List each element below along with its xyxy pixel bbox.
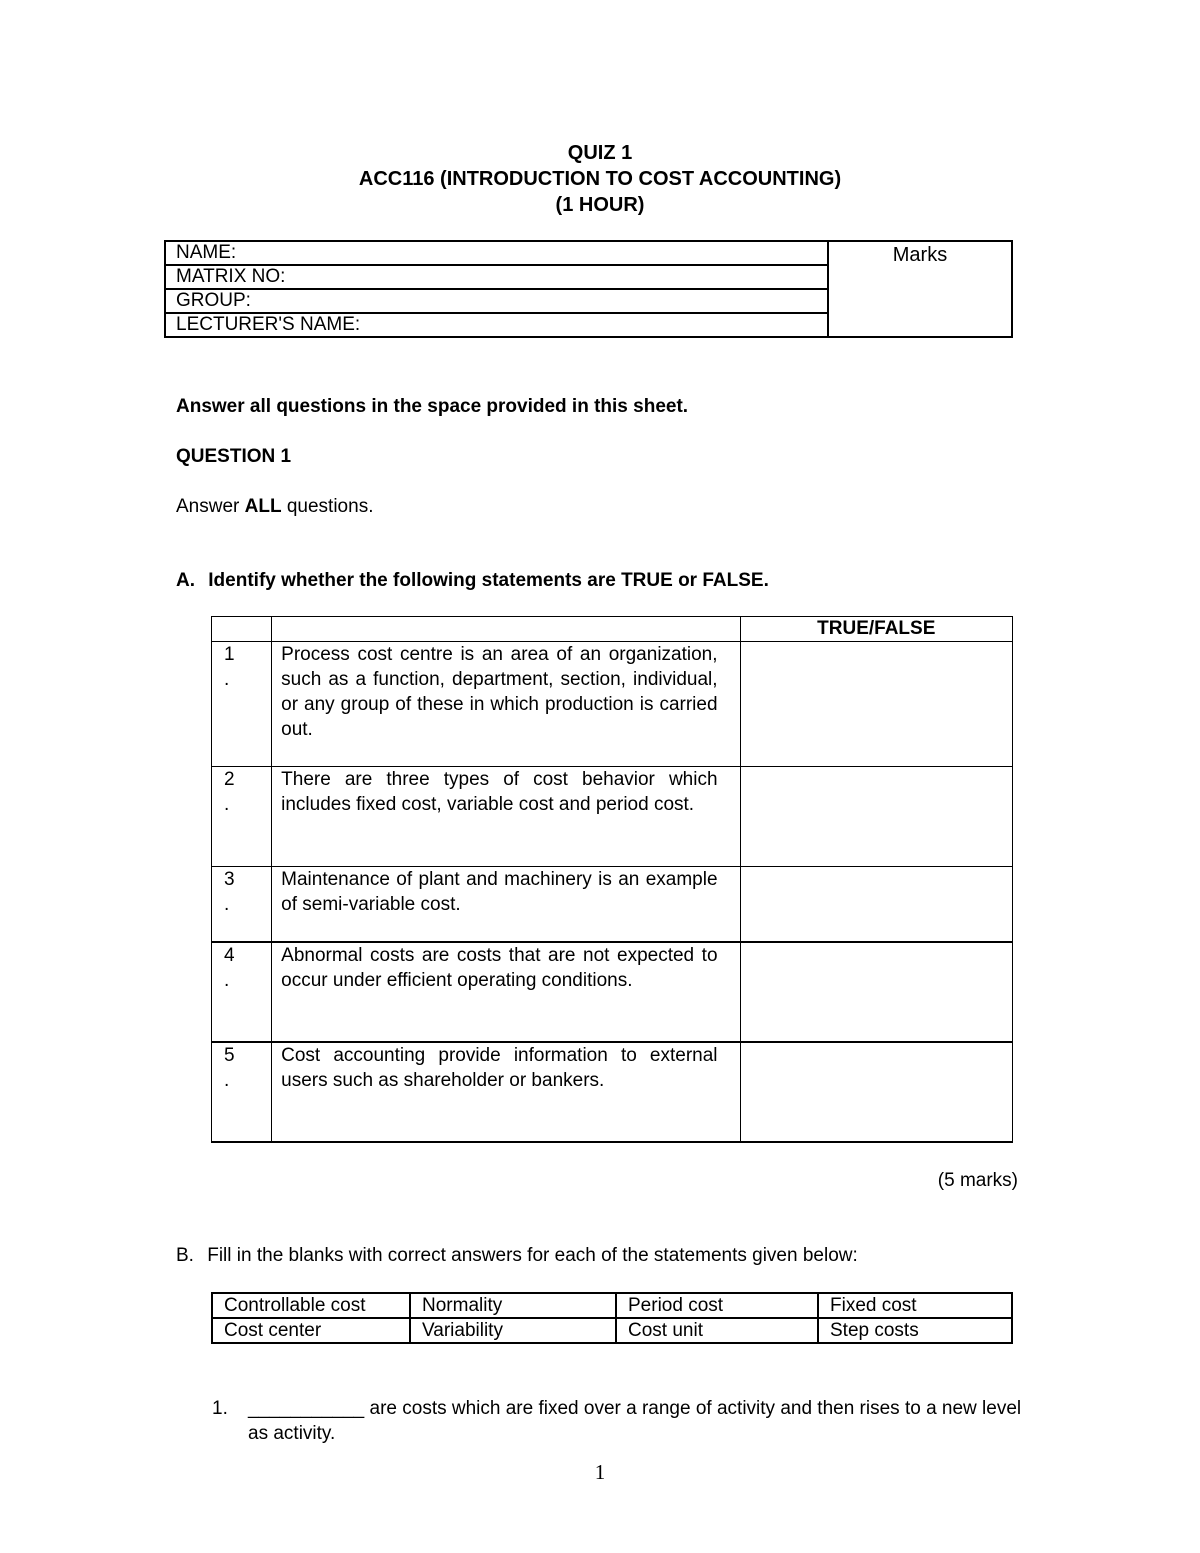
group-field: GROUP: [165,289,828,313]
table-row: 4 . Abnormal costs are costs that are not expected to occur under efficient operating conditions. [212,942,1013,1042]
section-a-title: A. Identify whether the following statements are TRUE or FALSE. [176,570,769,591]
duration: (1 HOUR) [555,194,645,216]
student-info-table [164,240,1013,338]
answer-cell[interactable] [740,1042,1012,1142]
word-cell: Period cost [616,1293,818,1318]
page-number: 1 [594,1460,606,1484]
table-row: 3 . Maintenance of plant and machinery is an example of semi-variable cost. [212,867,1013,942]
fill-in-item [212,1396,1032,1446]
word-cell: Cost unit [616,1318,818,1343]
word-cell: Fixed cost [818,1293,1012,1318]
question-title: QUESTION 1 [176,446,292,467]
word-cell: Cost center [212,1318,410,1343]
answer-cell[interactable] [740,942,1012,1042]
table-row [212,1293,1012,1318]
true-false-table [211,616,1013,1143]
answer-cell[interactable] [740,767,1012,867]
name-field: NAME: [165,241,828,265]
marks-box: Marks [828,241,1012,337]
true-false-header: TRUE/FALSE [740,617,1012,642]
word-cell: Variability [410,1318,616,1343]
word-cell: Controllable cost [212,1293,410,1318]
quiz-header [0,140,1200,218]
item-number: 1. [212,1398,228,1419]
statement-text: There are three types of cost behavior which includes fixed cost, variable cost and period cost. [272,767,740,867]
table-row: 2 . There are three types of cost behavior which includes fixed cost, variable cost and period cost. [212,767,1013,867]
answer-all-instruction: Answer ALL questions. [176,496,374,517]
section-b-letter: B. [176,1245,194,1266]
statement-text: Abnormal costs are costs that are not expected to occur under efficient operating conditions. [272,942,740,1042]
course-title: ACC116 (INTRODUCTION TO COST ACCOUNTING) [358,168,842,190]
answer-cell[interactable] [740,642,1012,767]
table-row: 1 . Process cost centre is an area of an organization, such as a function, department, section, individual, or any group of these in which production is carried out. [212,642,1013,767]
quiz-title: QUIZ 1 [567,142,633,164]
word-cell: Normality [410,1293,616,1318]
table-row [212,1318,1012,1343]
table-row: 5 . Cost accounting provide information to external users such as shareholder or bankers. [212,1042,1013,1142]
statement-text: Cost accounting provide information to external users such as shareholder or bankers. [272,1042,740,1142]
section-a-marks: (5 marks) [937,1170,1018,1191]
item-text: ___________ are costs which are fixed over a range of activity and then rises to a new level as activity. [248,1398,1022,1444]
main-instruction: Answer all questions in the space provided in this sheet. [176,396,689,417]
statement-text: Maintenance of plant and machinery is an example of semi-variable cost. [272,867,740,942]
section-a-letter: A. [176,570,195,591]
word-cell: Step costs [818,1318,1012,1343]
lecturer-name-field: LECTURER'S NAME: [165,313,828,337]
matrix-no-field: MATRIX NO: [165,265,828,289]
word-bank-table [211,1292,1013,1344]
statement-text: Process cost centre is an area of an organization, such as a function, department, section, individual, or any group of these in which production is carried out. [272,642,740,767]
answer-cell[interactable] [740,867,1012,942]
section-b-title: B. Fill in the blanks with correct answers for each of the statements given below: [176,1245,858,1266]
